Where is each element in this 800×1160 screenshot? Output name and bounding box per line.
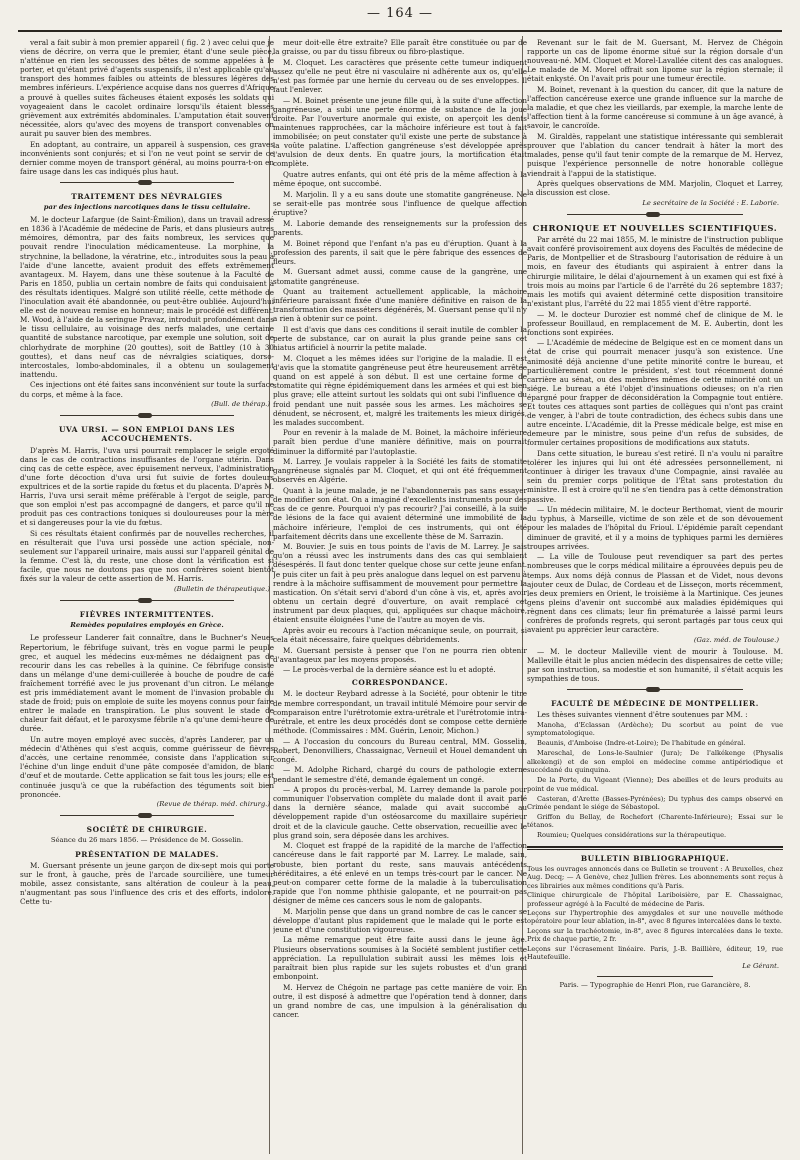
paragraph: M. Laborie demande des renseignements sur la profession des parents. bbox=[273, 218, 527, 237]
source-citation: (Gaz. méd. de Toulouse.) bbox=[693, 635, 779, 644]
paragraph: M. Guersant admet aussi, comme cause de la gangrène, une stomatite gangréneuse. bbox=[273, 267, 527, 286]
thesis-entry: Manoha, d'Eclassan (Ardèche); Du scorbut au point de vue symptomatologique. bbox=[527, 721, 783, 738]
paragraph: meur doit-elle être extraite? Elle paraît être constituée ou par de la graisse, ou par du tissu fibreux ou fibro-plastique. bbox=[273, 38, 527, 57]
paragraph: — La ville de Toulouse peut revendiquer sa part des pertes nombreuses que le corps médical militaire a éprouvées depuis peu de temps. Aux noms déjà connus de Plassan et de Videt, nous devons ajouter ceux de Dulac, de Cordeau et de Lisseçon, morts récemment, les deux premiers en Orient, le troisième à la Martinique. Ces jeunes gens pleins d'avenir ont succombé aux maladies épidémiques qui règnent dans ces climats; leur fin prématurée a laissé parmi leurs confrères de profonds regrets, qui seront partagés par tous ceux qui avaient pu apprécier leur caractère. bbox=[527, 552, 783, 635]
paragraph: Si ces résultats étaient confirmés par de nouvelles recherches, il en résulterait que l'uva ursi possède une action spéciale, non-seulement sur l'appareil urinaire, mais aussi sur l'appareil génital de la femme. C'est là, du reste, une chose dont la vérification est si facile, que nous ne doutons pas que nos confrères soient bientôt fixés sur la valeur de cette assertion de M. Harris. bbox=[20, 528, 274, 584]
paragraph: M. Boinet, revenant à la question du cancer, dit que la nature de l'affection cancéreuse exerce une grande influence sur la marche de la maladie, et que chez les vieillards, par exemple, la marche lente de l'affection tient à la forme cancéreuse si commune à un âge avancé, à savoir, le cancroïde. bbox=[527, 85, 783, 131]
page-number: — 164 — bbox=[366, 6, 434, 21]
paragraph: M. le docteur Reybard adresse à la Société, pour obtenir le titre de membre correspondant, un travail intitulé Mémoire pour servir de comparaison entre l'urétrotomie extra-urétrale et l'urétrotomie intra-urétrale, et entre les deux procédés dont se compose cette dernière méthode. (Commissaires : MM. Guérin, Lenoir, Michon.) bbox=[273, 689, 527, 735]
header-rule bbox=[18, 30, 782, 32]
paragraph: Il est d'avis que dans ces conditions il serait inutile de combler la perte de substance, car on aurait la plus grande peine sans cet hiatus artificiel à nourrir la petite malade. bbox=[273, 325, 527, 353]
printer-imprint: Paris. — Typographie de Henri Plon, rue Garancière, 8. bbox=[559, 980, 751, 989]
paragraph: D'après M. Harris, l'uva ursi pourrait remplacer le seigle ergoté dans le cas de contractions insuffisantes de l'organe utérin. Dans cinq cas de cette espèce, avec épuisement nerveux, l'administration d'une forte décoction d'uva ursi fut suivie de fortes douleurs expultrices et de la sortie rapide du fœtus et du placenta. D'après M. Harris, l'uva ursi serait même préférable à l'ergot de seigle, parce que son emploi n'est pas accompagné de dangers, et parce qu'il ne produit pas ces contractions toniques si douloureuses pour la mère et si dangereuses pour la vie du fœtus. bbox=[20, 445, 274, 528]
paragraph: M. Larrey. Je voulais rappeler à la Société les faits de stomatite gangréneuse signalés par M. Cloquet, et qui ont été fréquemment observés en Algérie. bbox=[273, 457, 527, 485]
paragraph: M. Giraldès, rappelant une statistique intéressante qui semblerait prouver que l'ablation du cancer tendrait à hâter la mort des malades, pense qu'il faut tenir compte de la remarque de M. Hervez, puisque l'expérience personnelle de notre honorable collègue viendrait à l'appui de la statistique. bbox=[527, 132, 783, 178]
column-2 bbox=[273, 38, 527, 1152]
paragraph: Un autre moyen employé avec succès, d'après Landerer, par un médecin d'Athènes qui s'est acquis, comme guérisseur de fièvres d'accès, une certaine renommée, consiste dans l'application sur l'échine d'un linge enduit d'une pâte composée d'amidon, de blanc d'œuf et de moutarde. Cette application se fait tous les jours; elle est continuée jusqu'à ce que la rubéfaction des téguments soit bien prononcée. bbox=[20, 735, 274, 799]
paragraph: M. Guersant présente un jeune garçon de dix-sept mois qui porte sur le front, à gauche, près de l'arcade sourcilière, une tumeur mobile, assez consistante, sans altération de couleur à la peau, n'augmentant pas sous l'influence des cris et des efforts, indolore. Cette tu- bbox=[20, 860, 274, 907]
section-heading: PRÉSENTATION DE MALADES. bbox=[75, 849, 219, 859]
paragraph: En adoptant, au contraire, un appareil à suspension, ces graves inconvénients sont conjurés; et si l'on ne veut point se servir de ce dernier comme moyen de transport général, au moins pourra-t-on en faire usage dans les cas indiqués plus haut. bbox=[20, 139, 274, 176]
thesis-entry: Mareschal, de Lons-le-Saulnier (Jura); De l'alkékenge (Physalis alkekengi) et de son emploi en médecine comme antipériodique et succédané du quinquina. bbox=[527, 749, 783, 775]
imprint-rule bbox=[597, 976, 713, 977]
paragraph: — M. le docteur Durozier est nommé chef de clinique de M. le professeur Bouillaud, en remplacement de M. E. Aubertin, dont les fonctions sont expirées. bbox=[527, 309, 783, 337]
paragraph: Pour en revenir à la malade de M. Boinet, la mâchoire inférieure paraît bien perdue d'une manière définitive, mais on pourrait diminuer la difformité par l'autoplastie. bbox=[273, 428, 527, 456]
paragraph: veral a fait subir à mon premier appareil ( fig. 2 ) avec celui que je viens de décrire, on verra que le premier, étant d'une seule pièce, n'atténue en rien les secousses des bêtes de somme appelées à le porter, et qu'étant privé d'agents suspensifs, il n'est applicable qu'au transport des hommes faibles ou atteints de blessures légères des membres inférieurs. L'expérience acquise dans nos guerres d'Afrique a prouvé à quelles suites fâcheuses étaient exposés les soldats qui voyageaient dans le cacolet ordinaire lorsqu'ils étaient blessés grièvement aux extrémités abdominales. L'amputation était souvent nécessitée, alors qu'avec des moyens de transport convenables on aurait pu sauver bien des membres. bbox=[20, 38, 274, 138]
section-heading: FACULTÉ DE MÉDECINE DE MONTPELLIER. bbox=[551, 699, 759, 709]
source-citation: (Bull. de thérap.) bbox=[211, 400, 270, 409]
separator-ornament bbox=[567, 214, 743, 218]
paragraph: Quant à la jeune malade, je ne l'abandonnerais pas sans essayer de modifier son état. On a imaginé d'excellents instruments pour des cas de ce genre. Pourquoi n'y pas recourir? J'ai conseillé, à la suite de lésions de la face qui avaient déterminé une immobilité de la mâchoire inférieure, l'emploi de ces instruments, qui ont été parfaitement décrits dans une excellente thèse de M. Sarrazin. bbox=[273, 486, 527, 541]
section-heading: CORRESPONDANCE. bbox=[351, 678, 449, 688]
source-citation: (Bulletin de thérapeutique.) bbox=[173, 585, 270, 594]
paragraph: M. Bouvier. Je suis en tous points de l'avis de M. Larrey. Je sais qu'on a réussi avec les instruments dans des cas qui semblaient désespérés. Il faut donc tenter quelque chose sur cette jeune enfant. Je puis citer un fait à peu près analogue dans lequel on est parvenu à rendre à la mâchoire suffisamment de mouvement pour permettre la mastication. On s'était servi d'abord d'un cône à vis, et, après avoir obtenu un certain degré d'ouverture, on avait remplacé cet instrument par deux plaques, qui, appliquées sur chaque mâchoire, étaient ensuite éloignées l'une de l'autre au moyen de vis. bbox=[273, 542, 527, 625]
section-heading: UVA URSI. — SON EMPLOI DANS LES ACCOUCHEMENTS. bbox=[58, 425, 236, 444]
paragraph: — M. Boinet présente une jeune fille qui, à la suite d'une affection gangréneuse, a subi une perte énorme de substance de la joue droite. Par l'ouverture anormale qui existe, on aperçoit les dents maintenues rapprochées, car la mâchoire inférieure est tout à fait immobilisée; on peut constater qu'il existe une perte de substance à la voûte palatine. L'affection gangréneuse s'est développée après l'avulsion de deux dents. En quatre jours, la mortification était complète. bbox=[273, 95, 527, 169]
bibliography-entry: Leçons sur l'écrasement linéaire. Paris, J.-B. Baillière, éditeur, 19, rue Hautefeuille. bbox=[527, 944, 783, 961]
paragraph: Par arrêté du 22 mai 1855, M. le ministre de l'instruction publique avait conféré provisoirement aux doyens des Facultés de médecine de Paris, de Montpellier et de Strasbourg l'autorisation de réduire à un mois, en faveur des étudiants qui aspiraient à entrer dans la chirurgie militaire, le délai d'ajournement à un examen qui est fixé à trois mois au moins par l'article 6 de l'arrêté du 26 septembre 1837; mais les motifs qui avaient déterminé cette disposition transitoire n'existant plus, l'arrêté du 22 mai 1855 vient d'être rapporté. bbox=[527, 235, 783, 308]
separator-ornament bbox=[60, 182, 234, 186]
section-subheading: par des injections narcotiques dans le tissu cellulaire. bbox=[43, 203, 251, 212]
thesis-entry: Casteran, d'Arette (Basses-Pyrénées); Du typhus des camps observé en Crimée pendant le siége de Sébastopol. bbox=[527, 794, 783, 812]
secretary-signature: Le secrétaire de la Société : E. Laborie. bbox=[642, 198, 779, 207]
paragraph: Quatre autres enfants, qui ont été pris de la même affection à la même époque, ont succombé. bbox=[273, 170, 527, 189]
paragraph: M. Cloquet a les mêmes idées sur l'origine de la maladie. Il est d'avis que la stomatite gangréneuse peut être heureusement arrêtée quand on est appelé à son début. Il est une certaine forme de stomatite qui règne épidémiquement dans les armées et qui est bien plus grave; elle atteint surtout les soldats qui ont subi l'influence du froid pendant une nuit passée sous les armes. Les mâchoires se dénudent, se nécrosent, et, malgré les traitements les mieux dirigés, les malades succombent. bbox=[273, 354, 527, 427]
bibliography-entry: Clinique chirurgicale de l'hôpital Lariboisière, par E. Chassaignac, professeur agrégé à la Faculté de médecine de Paris. bbox=[527, 891, 783, 908]
paragraph: — A propos du procès-verbal, M. Larrey demande la parole pour communiquer l'observation complète du malade dont il avait parlé dans la dernière séance, malade qui avait succombé au développement rapide d'un ostéosarcome du maxillaire supérieur droit et de la clavicule gauche. Cette observation, recueillie avec le plus grand soin, sera déposée dans les archives. bbox=[273, 785, 527, 840]
bibliography-note: Tous les ouvrages annoncés dans ce Bulletin se trouvent : A Bruxelles, chez Aug. Decq; — A Genève, chez Jullien frères. Les abonnements sont reçus à ces librairies aux mêmes conditions qu'à Paris. bbox=[527, 864, 783, 890]
section-heading: TRAITEMENT DES NÉVRALGIES bbox=[71, 192, 223, 201]
paragraph: Revenant sur le fait de M. Guersant, M. Hervez de Chégoin rapporte un cas de lipome énorme situé sur la région dorsale d'un nouveau-né. MM. Cloquet et Morel-Lavallée citent des cas analogues. Le malade de M. Morel offrait son lipome sur la région sternale; il était enkysté. On l'avait pris pour une tumeur érectile. bbox=[527, 38, 783, 84]
paragraph: — M. Adolphe Richard, chargé du cours de pathologie externe pendant le semestre d'été, demande également un congé. bbox=[273, 765, 527, 784]
separator-ornament bbox=[567, 689, 743, 693]
paragraph: Après avoir eu recours à l'action mécanique seule, on pourrait, si cela était nécessaire, faire quelques débridements. bbox=[273, 625, 527, 644]
source-citation: (Revue de thérap. méd. chirurg.) bbox=[156, 800, 270, 809]
thesis-entry: Beaunis, d'Amboise (Indre-et-Loire); De l'habitude en général. bbox=[537, 739, 746, 748]
separator-ornament bbox=[60, 600, 234, 604]
paragraph: M. le docteur Lafargue (de Saint-Émilion), dans un travail adressé en 1836 à l'Académie de médecine de Paris, et dans plusieurs autres mémoires, démontra, par des faits nombreux, les services que pouvait rendre l'inoculation médicamenteuse. La morphine, la strychnine, la belladone, la vératrine, etc., introduites sous la peau à l'aide d'une lancette, avaient produit des effets extrêmement avantageux. M. Hayem, dans une thèse soutenue à la Faculté de Paris en 1850, publia un certain nombre de faits qui conduisaient à des résultats identiques. Malgré son utilité réelle, cette méthode de l'inoculation avait été abandonnée, ou peut-être oubliée. Aujourd'hui elle est de nouveau remise en honneur; mais le procédé est différent. M. Wood, à l'aide de la seringue Pravaz, introduit profondément dans le tissu cellulaire, au voisinage des nerfs malades, une certaine quantité de substance narcotique, par exemple une solution, soit de chlorhydrate de morphine (20 gouttes), soit de Battley (10 à 30 gouttes), et dans neuf cas de névralgies sciatiques, dorso-intercostales, lombo-abdominales, il a obtenu un soulagement inattendu. bbox=[20, 215, 274, 379]
thesis-entry: Griffon du Bellay, de Rochefort (Charente-Inférieure); Essai sur le tétanos. bbox=[527, 813, 783, 830]
column-1 bbox=[20, 38, 274, 1152]
paragraph: — M. le docteur Malleville vient de mourir à Toulouse. M. Malleville était le plus ancien médecin des dispensaires de cette ville; par son instruction, sa modestie et son humanité, il s'était acquis les sympathies de tous. bbox=[527, 646, 783, 684]
paragraph: M. Guersant persiste à penser que l'on ne pourra rien obtenir d'avantageux par les moyens proposés. bbox=[273, 645, 527, 664]
paragraph: M. Cloquet est frappé de la rapidité de la marche de l'affection cancéreuse dans le fait rapporté par M. Larrey. Le malade, sain, robuste, bien portant du reste, sans mauvais antécédents héréditaires, a été enlevé en un temps très-court par le cancer. Ne peut-on comparer cette forme de la maladie à la tuberculisation rapide que l'on nomme phthisie galopante, et ne pourrait-on pas désigner de même ces cancers sous le nom de galopants. bbox=[273, 841, 527, 905]
paragraph: — Le procès-verbal de la dernière séance est lu et adopté. bbox=[283, 665, 496, 675]
paragraph: Le professeur Landerer fait connaître, dans le Buchner's Neues Repertorium, le fébrifuge suivant, très en vogue parmi le peuple grec, et auquel les médecins eux-mêmes ne dédaignent pas de recourir dans les cas rebelles à la quinine. Ce fébrifuge consiste dans un mélange d'une demi-cuillerée à bouche de poudre de café fraîchement torréfié avec le jus provenant d'un citron. Le mélange est pris immédiatement avant le moment de l'invasion probable du stade de froid; puis on emploie de suite les moyens connus pour faire entrer le malade en transpiration. Le plus souvent le stade de chaleur fait défaut, et le paroxysme fébrile n'a qu'une demi-heure de durée. bbox=[20, 633, 274, 734]
section-subheading: Remèdes populaires employés en Grèce. bbox=[70, 621, 224, 630]
paragraph: Dans cette situation, le bureau s'est retiré. Il n'a voulu ni paraître tolérer les injures qui lui ont été adressées personnellement, ni continuer à diriger les travaux d'une Compagnie, ainsi ravalée au sein du premier corps politique de l'État sans protestation du ministre. Il est à croire qu'il ne s'en tiendra pas à cette démonstration passive. bbox=[527, 449, 783, 504]
paragraph: M. Cloquet. Les caractères que présente cette tumeur indiquent assez qu'elle ne peut être ni vasculaire ni adhérente aux os, qu'elle n'est pas formée par une hernie du cerveau ou de ses enveloppes. Il faut l'enlever. bbox=[273, 57, 527, 95]
column-3 bbox=[527, 38, 783, 1152]
paragraph: — A l'occasion du concours du Bureau central, MM. Gosselin, Robert, Denonvilliers, Chassaignac, Verneuil et Houel demandent un congé. bbox=[273, 736, 527, 764]
paragraph: La même remarque peut être faite aussi dans le jeune âge. Plusieurs observations soumises à la Société semblent justifier cette appréciation. La repullulation subirait aussi les mêmes lois et paraîtrait bien plus rapide sur les sujets robustes et d'un grand embonpoint. bbox=[273, 935, 527, 981]
bibliography-entry: Leçons sur l'hypertrophie des amygdales et sur une nouvelle méthode opératoire pour leur ablation, in-8°, avec 8 figures intercalées dans le texte. bbox=[527, 908, 783, 926]
double-rule bbox=[527, 846, 783, 850]
paragraph: M. Marjolin. Il y a eu sans doute une stomatite gangréneuse. Ne se serait-elle pas montrée sous l'influence de quelque affection éruptive? bbox=[273, 189, 527, 218]
page-header bbox=[0, 0, 800, 34]
separator-ornament bbox=[60, 815, 234, 819]
paragraph: Après quelques observations de MM. Marjolin, Cloquet et Larrey, la discussion est close. bbox=[527, 179, 783, 198]
paragraph: M. Hervez de Chégoin ne partage pas cette manière de voir. En outre, il est disposé à admettre que l'opération tend à donner, dans un grand nombre de cas, une impulsion à la généralisation du cancer. bbox=[273, 982, 527, 1019]
separator-ornament bbox=[60, 415, 234, 419]
section-heading: SOCIÉTÉ DE CHIRURGIE. bbox=[86, 825, 208, 835]
paragraph: Quant au traitement actuellement applicable, la mâchoire inférieure paraissant fixée d'une manière définitive en raison de la transformation des masséters dégénérés, M. Guersant pense qu'il n'y a rien à obtenir sur ce point. bbox=[273, 287, 527, 324]
gerant-signature: Le Gérant. bbox=[742, 962, 779, 971]
section-heading: FIÈVRES INTERMITTENTES. bbox=[79, 610, 215, 620]
paragraph: Les thèses suivantes viennent d'être soutenues par MM. : bbox=[537, 710, 748, 720]
paragraph: M. Marjolin pense que dans un grand nombre de cas le cancer se développe d'autant plus rapidement que le malade qui le porte est jeune et d'une constitution vigoureuse. bbox=[273, 906, 527, 934]
paragraph: M. Boinet répond que l'enfant n'a pas eu d'éruption. Quant à la profession des parents, il sait que le père fabrique des essences de fleurs. bbox=[273, 238, 527, 266]
paragraph: Ces injections ont été faites sans inconvénient sur toute la surface du corps, et même à la face. bbox=[20, 380, 274, 399]
paragraph: — L'Académie de médecine de Belgique est en ce moment dans un état de crise qui pourrait menacer jusqu'à son existence. Une animosité déjà ancienne d'une petite minorité contre le bureau, et particulièrement contre le président, s'est tout récemment donné carrière au sénat, ou des membres mêmes de cette minorité ont un siége. Le bureau a été l'objet d'insinuations odieuses; on n'a rien épargné pour frapper de déconsidération la Compagnie tout entière. Et toutes ces attaques sont parties de collègues qui n'ont pas craint de venger, à l'abri de toute contradiction, des échecs subis dans une autre enceinte. L'Académie, dit la Presse médicale belge, est mise en demeure par le ministre, sous peine d'un refus de subsides, de formuler certaines propositions de modifications aux statuts. bbox=[527, 338, 783, 448]
thesis-entry: Roumieu; Quelques considérations sur la thérapeutique. bbox=[537, 831, 727, 840]
paragraph: — Un médecin militaire, M. le docteur Berthomat, vient de mourir du typhus, à Marseille, victime de son zèle et de son dévouement pour les malades de l'hôpital du Frioul. L'épidémie paraît cependant diminuer de gravité, et il y a moins de typhiques parmi les dernières troupes arrivées. bbox=[527, 505, 783, 551]
section-heading: CHRONIQUE ET NOUVELLES SCIENTIFIQUES. bbox=[532, 223, 778, 234]
session-note: Séance du 26 mars 1856. — Présidence de M. Gosselin. bbox=[50, 836, 244, 845]
section-heading: BULLETIN BIBLIOGRAPHIQUE. bbox=[580, 853, 730, 863]
bibliography-entry: Leçons sur la trachéotomie, in-8°, avec 8 figures intercalées dans le texte. Prix de chaque partie, 2 fr. bbox=[527, 926, 783, 944]
thesis-entry: De la Porte, du Vigeant (Vienne); Des abeilles et de leurs produits au point de vue médical. bbox=[527, 776, 783, 793]
